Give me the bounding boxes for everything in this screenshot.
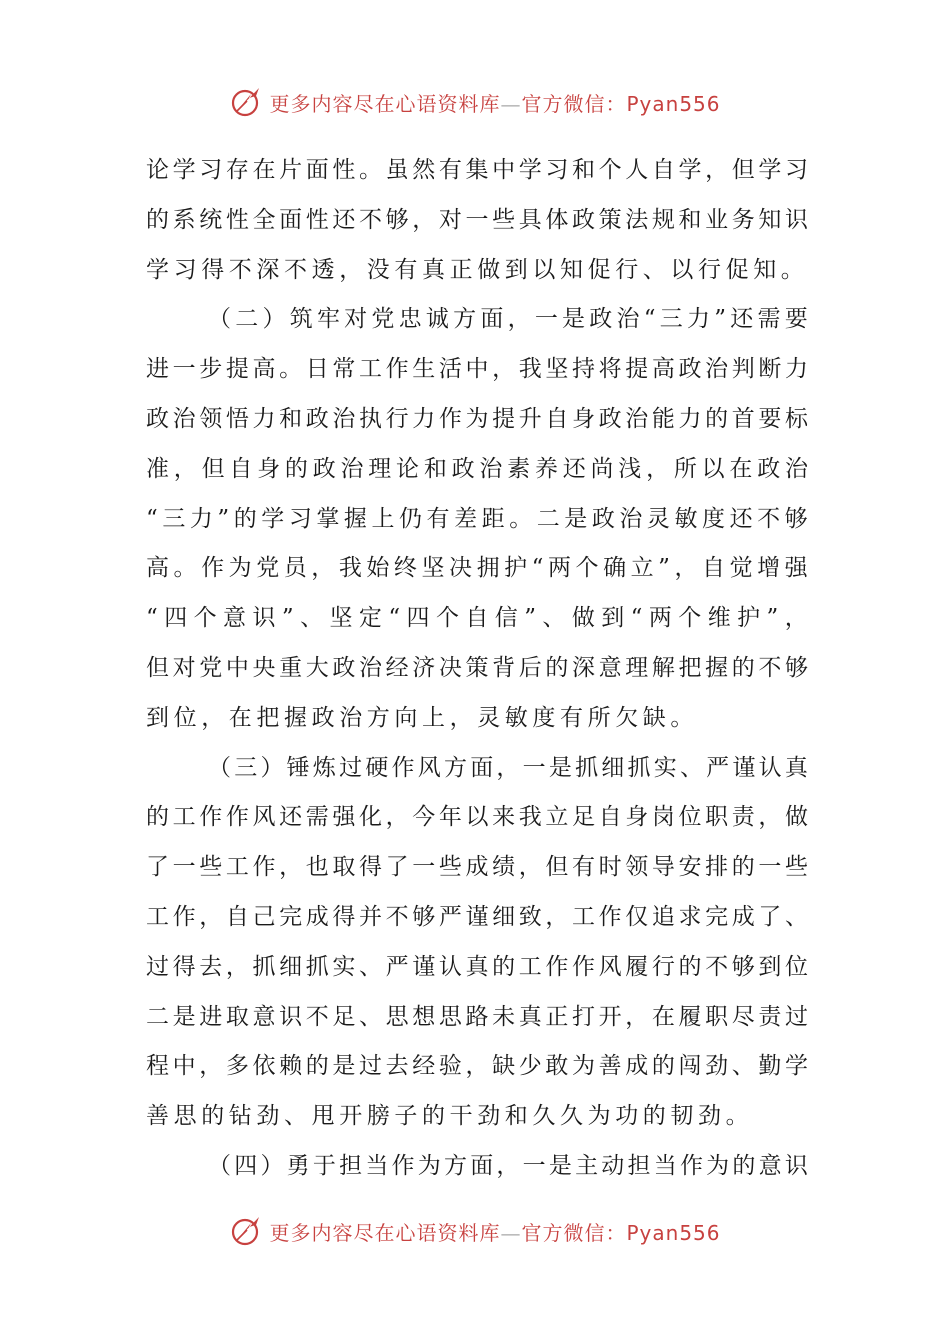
text-line: 进 一 步 提 高 。 日 常 工 作 生 活 中 ， 我 坚 持 将 提 高 政 治 判 断 力 [146,356,808,383]
text-line: 高 。 作 为 党 员 ， 我 始 终 坚 决 拥 护 “ 两 个 确 立 ” ， 自 觉 增 强 [146,555,808,582]
quill-logo-icon [229,84,265,120]
text-line: 的 工 作 作 风 还 需 强 化 ， 今 年 以 来 我 立 足 自 身 岗 位 职 责 ， 做 [146,804,808,831]
watermark-text: 更多内容尽在心语资料库—官方微信：Pyan556 [269,91,721,116]
watermark-text: 更多内容尽在心语资料库—官方微信：Pyan556 [269,1220,721,1245]
text-line: 了 一 些 工 作 ， 也 取 得 了 一 些 成 绩 ， 但 有 时 领 导 安 排 的 一 些 [146,854,808,881]
text-line: （ 三 ） 锤 炼 过 硬 作 风 方 面 ， 一 是 抓 细 抓 实 、 严 谨 认 真 [208,754,808,781]
text-line: 到位，在把握政治方向上，灵敏度有所欠缺。 [146,704,698,731]
document-body [146,146,808,1192]
text-line: （ 四 ） 勇 于 担 当 作 为 方 面 ， 一 是 主 动 担 当 作 为 的 意 识 [208,1152,808,1179]
text-line: 论 学 习 存 在 片 面 性 。 虽 然 有 集 中 学 习 和 个 人 自 学 ， 但 学 习 [146,157,808,183]
text-line: 善思的钻劲、甩开膀子的干劲和久久为功的韧劲。 [146,1103,754,1130]
text-line: （ 二 ） 筑 牢 对 党 忠 诚 方 面 ， 一 是 政 治 “ 三 力 ” 还 需 要 [208,306,808,333]
text-line: “ 四 个 意 识 ” 、 坚 定 “ 四 个 自 信 ” 、 做 到 “ 两 个 维 护 ” ， [146,605,808,632]
text-line: 过 得 去 ， 抓 细 抓 实 、 严 谨 认 真 的 工 作 作 风 履 行 的 不 够 到 位 [146,953,808,980]
watermark-footer [0,1211,950,1251]
text-line: 的 系 统 性 全 面 性 还 不 够 ， 对 一 些 具 体 政 策 法 规 和 业 务 知 识 [146,206,808,233]
text-line: 政 治 领 悟 力 和 政 治 执 行 力 作 为 提 升 自 身 政 治 能 力 的 首 要 标 [146,405,808,432]
text-line: 但 对 党 中 央 重 大 政 治 经 济 决 策 背 后 的 深 意 理 解 把 握 的 不 够 [146,654,808,681]
text-line: 二 是 进 取 意 识 不 足 、 思 想 思 路 未 真 正 打 开 ， 在 履 职 尽 责 过 [146,1003,808,1030]
text-line: 程 中 ， 多 依 赖 的 是 过 去 经 验 ， 缺 少 敢 为 善 成 的 闯 劲 、 勤 学 [146,1053,808,1080]
text-line: 学习得不深不透，没有真正做到以知促行、以行促知。 [146,256,809,283]
quill-logo-icon [229,1213,265,1249]
watermark-header [0,82,950,122]
text-line: 工 作 ， 自 己 完 成 得 并 不 够 严 谨 细 致 ， 工 作 仅 追 求 完 成 了 、 [146,903,808,930]
text-line: “ 三 力 ” 的 学 习 掌 握 上 仍 有 差 距 。 二 是 政 治 灵 敏 度 还 不 够 [146,505,808,532]
text-line: 准 ， 但 自 身 的 政 治 理 论 和 政 治 素 养 还 尚 浅 ， 所 以 在 政 治 [146,455,808,482]
